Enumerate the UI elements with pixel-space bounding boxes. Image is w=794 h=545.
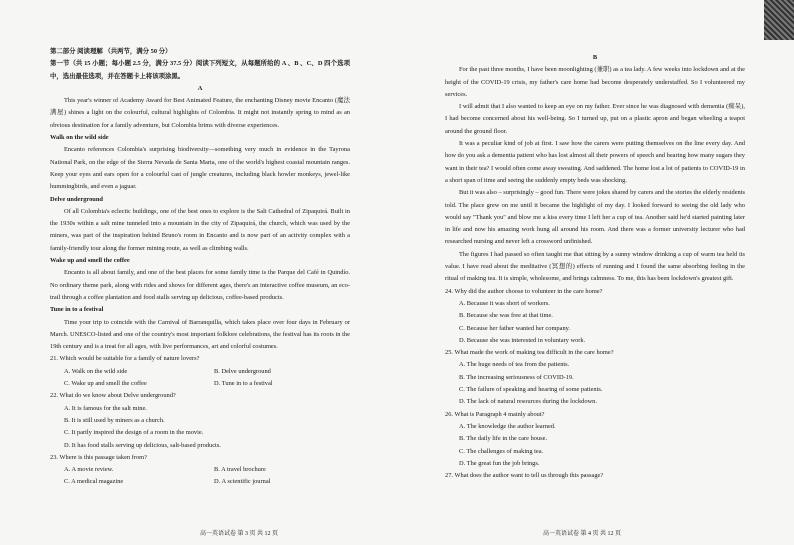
passage-b-paragraph: It was a peculiar kind of job at first. I saw how the carers were putting themselves on the line every day. And how do you ask a dementia patient who has lost almost all their powers of speech and hearing how many sugars they want in their tea? I would often come away sweating. And saddened. The home lost a lot of patients to COVID-19 in a short span of time and seeing the suddenly empty beds was shocking. bbox=[445, 140, 745, 184]
question-26: 26. What is Paragraph 4 mainly about? bbox=[445, 410, 545, 418]
section-instructions: 第一节（共 15 小题；每小题 2.5 分，满分 37.5 分）阅读下列短文，从每题所给的 A 、B 、C、D 四个选项中，选出最佳选项，并在答题卡上将该项涂黑。 bbox=[50, 60, 350, 80]
option: B. Delve underground bbox=[214, 367, 271, 375]
passage-a-heading: Wake up and smell the coffee bbox=[50, 257, 130, 265]
option: B. The daily life in the care house. bbox=[459, 435, 548, 443]
option: D. The great fun the job brings. bbox=[459, 459, 540, 467]
passage-a-paragraph: Encanto references Colombia's surprising biodiversity—something very much in evidence in the Tayrona National Park, on the edge of the Sierra Nevada de Santa Marta, one of the world's highest coastal mountain ranges. Keep your eyes and ears open for a colourful cast of jungle creatures, including black howler monkeys, jewel-like hummingbirds, and even a jaguar. bbox=[50, 146, 350, 191]
question-27: 27. What does the author want to tell us through this passage? bbox=[445, 472, 604, 480]
option: C. The failure of speaking and hearing of some patients. bbox=[459, 386, 603, 394]
option: C. The challenges of making tea. bbox=[459, 447, 544, 455]
question-23: 23. Where is this passage taken from? bbox=[50, 453, 147, 461]
option: A. The huge needs of tea from the patients. bbox=[459, 361, 570, 369]
passage-b-paragraph: I will admit that I also wanted to keep an eye on my father. Ever since he was diagnosed with dementia (痴呆), I had become concerned about his well-being. So I turned up, put on a plastic apron and began wheeling a teapot around the ground floor. bbox=[445, 103, 745, 135]
page-footer-right: 高一英语试卷 第 4 页 共 12 页 bbox=[543, 531, 622, 537]
passage-a-heading: Tune in to a festival bbox=[50, 306, 104, 314]
option: C. It partly inspired the design of a room in the movie. bbox=[64, 429, 204, 437]
left-column bbox=[50, 46, 350, 489]
option: B. It is still used by miners as a church. bbox=[64, 416, 165, 424]
option: D. Tune in to a festival bbox=[214, 380, 273, 388]
option: C. A medical magazine bbox=[64, 478, 124, 486]
option: C. Wake up and smell the coffee bbox=[64, 380, 147, 388]
passage-b-label: B bbox=[592, 54, 598, 61]
passage-a-paragraph: Of all Colombia's eclectic buildings, one of the best ones to explore is the Salt Cathedral of Zipaquirá. Built in the 1930s within a salt mine tunneled into a mountain in the city of Zipaquirá, the church, which was used by the miners, was part of the inspiration behind Bruno's room in Encanto and is now part of an activity complex with a family-friendly tour along the former mining route, as well as climbing walls. bbox=[50, 207, 350, 252]
passage-b-paragraph: But it was also – surprisingly – good fun. There were jokes shared by carers and the stories the elderly residents told. The place grew on me until it became the highlight of my day. I looked forward to seeing the old lady who would say "Thank you" and blow me a kiss every time I left her a cup of tea. Another said he'd started painting later in life and now his amazing work hung all around his room. And there was a former university lecturer who had researched nursing and never left a crossword unfinished. bbox=[445, 189, 745, 246]
passage-a-paragraph: Encanto is all about family, and one of the best places for some family time is the Parque del Café in Quindío. No ordinary theme park, along with rides and shows for different ages, there's an interactive coffee museum, an eco-trail through a coffee plantation and food stalls serving up delicious, coffee-based products. bbox=[50, 269, 350, 301]
option: D. The lack of natural resources during the lockdown. bbox=[459, 398, 597, 406]
option: B. Because she was free at that time. bbox=[459, 312, 553, 320]
option: A. Walk on the wild side bbox=[64, 367, 128, 375]
option: D. Because she was interested in voluntary work. bbox=[459, 336, 586, 344]
passage-a-paragraph: Time your trip to coincide with the Carnival of Barranquilla, which takes place over four days in February or March. UNESCO-listed and one of the country's most important folklore celebrations, the festival has its roots in the 19th century and is a treat for all ages, with live performances, art and colorful costumes. bbox=[50, 318, 350, 351]
option: A. Because it was short of workers. bbox=[459, 299, 550, 307]
option: A. The knowledge the author learned. bbox=[459, 422, 556, 430]
question-25: 25. What made the work of making tea difficult in the care home? bbox=[445, 349, 614, 357]
option: A. It is famous for the salt mine. bbox=[64, 404, 147, 412]
section-title: 第二部分 阅读理解 （共两节，满分 50 分） bbox=[50, 48, 172, 55]
passage-b-paragraph: The figures I had passed so often taught me that sitting by a sunny window drinking a cup of warm tea held its value. I have read about the meditative (冥想的) effects of running and I found the same absorbing feeling in the ritual of making tea. It is simple, wholesome, and brings calmness. To me, this has been lockdown's greatest gift. bbox=[445, 250, 745, 283]
option: A. A movie review. bbox=[64, 466, 114, 474]
option: C. Because her father wanted her company. bbox=[459, 324, 571, 332]
option: D. It has food stalls serving up delicious, salt-based products. bbox=[64, 441, 221, 449]
question-21: 21. Which would be suitable for a family of nature lovers? bbox=[50, 355, 200, 363]
passage-a-paragraph: This year's winner of Academy Award for Best Animated Feature, the enchanting Disney movie Encanto (魔法满屋) shines a light on the colourful, cultural highlights of Colombia. It might not instantly spring to mind as an obvious destination for a family adventure, but Colombia brims with diverse experiences. bbox=[50, 97, 350, 129]
question-22: 22. What do we know about Delve underground? bbox=[50, 392, 176, 400]
passage-a-label: A bbox=[197, 84, 203, 92]
passage-a-heading: Delve underground bbox=[50, 195, 103, 203]
right-column bbox=[445, 52, 745, 482]
question-24: 24. Why did the author choose to volunteer in the care home? bbox=[445, 287, 603, 295]
option: B. A travel brochure bbox=[214, 466, 266, 474]
scan-corner-mark bbox=[764, 0, 794, 40]
passage-b-paragraph: For the past three months, I have been moonlighting (兼职) as a tea lady. A few weeks into lockdown and at the height of the COVID-19 crisis, my father's care home had become desperately understaffed. So I volunteered my services. bbox=[445, 66, 745, 98]
option: D. A scientific journal bbox=[214, 478, 271, 486]
page-footer-left: 高一英语试卷 第 3 页 共 12 页 bbox=[200, 531, 279, 537]
passage-a-heading: Walk on the wild side bbox=[50, 134, 109, 142]
option: B. The increasing seriousness of COVID-19. bbox=[459, 373, 574, 381]
